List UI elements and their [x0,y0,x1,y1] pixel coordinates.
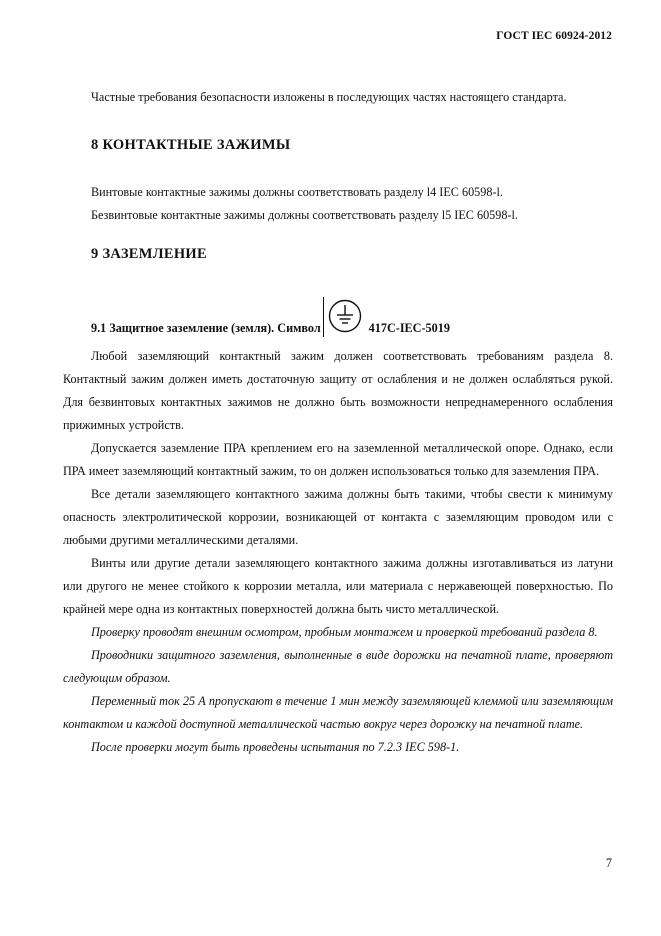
page-content [63,86,613,759]
paragraph-2: Допускается заземление ПРА креплением его на заземленной металлической опоре. Однако, если ПРА имеет заземляющий контактный зажим, то он должен использоваться только для заземления ПРА. [63,441,613,478]
subsection-9-1-heading [63,297,613,337]
section-8-line-2: Безвинтовые контактные зажимы должны соответствовать разделу l5 IEC 60598-l. [91,208,518,222]
section-9-title: 9 ЗАЗЕМЛЕНИЕ [91,246,207,262]
paragraph-4: Винты или другие детали заземляющего контактного зажима должны изготавливаться из латуни или другого не менее стойкого к коррозии металла, или материала с нержавеющей поверхностью. По крайней мере одна из контактных поверхностей должна быть чисто металлической. [63,556,613,616]
italic-paragraph-3: Переменный ток 25 А пропускают в течение 1 мин между заземляющей клеммой или заземляющим контактом и каждой доступной металлической частью вокруг через дорожку на печатной плате. [63,694,613,731]
section-8-title: 8 КОНТАКТНЫЕ ЗАЖИМЫ [91,137,291,153]
protective-earth-icon [323,297,367,337]
standard-code-header: ГОСТ IEC 60924-2012 [496,30,612,42]
paragraph-3: Все детали заземляющего контактного зажима должны быть такими, чтобы свести к минимуму опасность электролитической коррозии, возникающей от контакта с заземляющим проводом или с любыми другими металлическими деталями. [63,487,613,547]
italic-paragraph-4: После проверки могут быть проведены испытания по 7.2.3 IEC 598-1. [91,740,460,754]
symbol-code: 417C-IEC-5019 [368,321,450,335]
section-8-line-1: Винтовые контактные зажимы должны соответствовать разделу l4 IEC 60598-l. [91,185,503,199]
italic-paragraph-1: Проверку проводят внешним осмотром, пробным монтажем и проверкой требований раздела 8. [91,625,598,639]
subsection-9-1-title: 9.1 Защитное заземление (земля). Символ [91,321,321,335]
paragraph-1: Любой заземляющий контактный зажим должен соответствовать требованиям раздела 8. Контактный зажим должен иметь достаточную защиту от ослабления и не должен ослабляться рукой. Для безвинтовых контактных зажимов не должно быть возможности непреднамеренного ослабления прижимных устройств. [63,349,613,432]
italic-paragraph-2: Проводники защитного заземления, выполненные в виде дорожки на печатной плате, проверяют следующим образом. [63,648,613,685]
page-number: 7 [605,856,612,870]
intro-text: Частные требования безопасности изложены в последующих частях настоящего стандарта. [91,90,567,104]
